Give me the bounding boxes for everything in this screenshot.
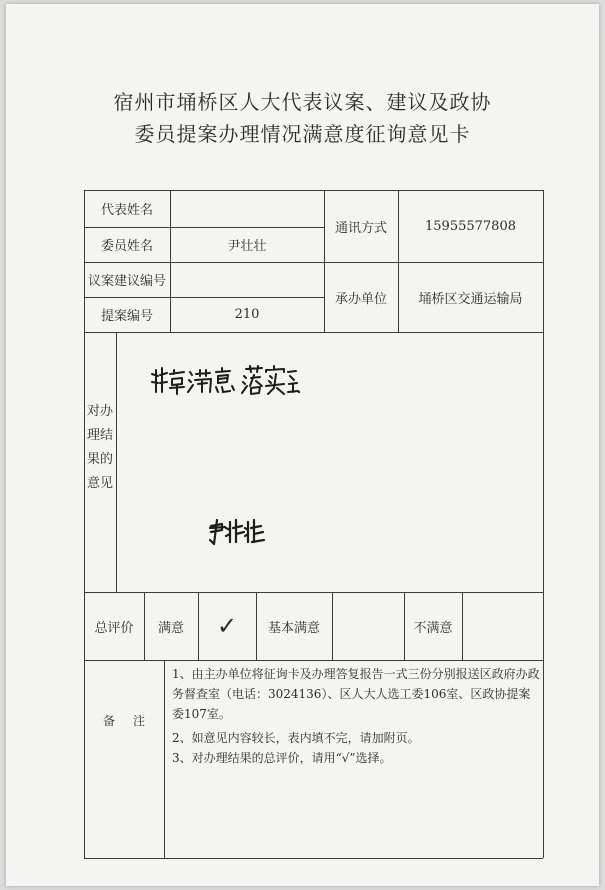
opinion-label-line: 对办 xyxy=(86,404,113,419)
rep-name-field[interactable] xyxy=(170,190,324,227)
contact-field[interactable]: 15955577808 xyxy=(425,218,516,234)
note-item: 1、由主办单位将征询卡及办理答复报告一式三份分别报送区政府办政务督查室（电话：3024136）、区人大人选工委106室、区政协提案委107室。 xyxy=(172,667,540,721)
motion-no-field[interactable] xyxy=(170,262,324,297)
motion-no-label: 议案建议编号 xyxy=(87,274,166,289)
proposal-no-field[interactable]: 210 xyxy=(234,307,260,322)
signature xyxy=(208,516,266,546)
note-item: 3、对办理结果的总评价，请用“√”选择。 xyxy=(172,751,392,765)
notes-label: 备注 xyxy=(102,714,163,728)
basic-satisfied-label: 基本满意 xyxy=(267,620,320,636)
opinion-label xyxy=(84,400,116,496)
opinion-label-line: 果的 xyxy=(86,452,113,467)
rep-name-label: 代表姓名 xyxy=(100,203,153,218)
unsatisfied-checkbox[interactable] xyxy=(462,592,543,660)
member-name-field[interactable]: 尹壮壮 xyxy=(227,239,267,254)
proposal-no-label: 提案编号 xyxy=(100,309,153,324)
handler-label: 承办单位 xyxy=(334,291,387,307)
opinion-label-line: 意见 xyxy=(86,476,113,491)
member-name-label: 委员姓名 xyxy=(100,239,153,254)
contact-label: 通讯方式 xyxy=(334,220,387,236)
evaluation-label: 总评价 xyxy=(94,620,134,636)
note-item: 2、如意见内容较长，表内填不完，请加附页。 xyxy=(172,731,420,745)
opinion-label-line: 理结 xyxy=(86,428,113,443)
form-title-line2: 委员提案办理情况满意度征询意见卡 xyxy=(134,122,471,146)
form-title-line1: 宿州市埇桥区人大代表议案、建议及政协 xyxy=(113,90,492,114)
basic-satisfied-checkbox[interactable] xyxy=(332,592,404,660)
unsatisfied-label: 不满意 xyxy=(413,620,453,636)
satisfied-label: 满意 xyxy=(157,620,184,636)
opinion-handwriting xyxy=(150,362,300,398)
satisfied-checkbox[interactable]: ✓ xyxy=(216,612,238,640)
handler-field[interactable]: 埇桥区交通运输局 xyxy=(418,291,523,307)
